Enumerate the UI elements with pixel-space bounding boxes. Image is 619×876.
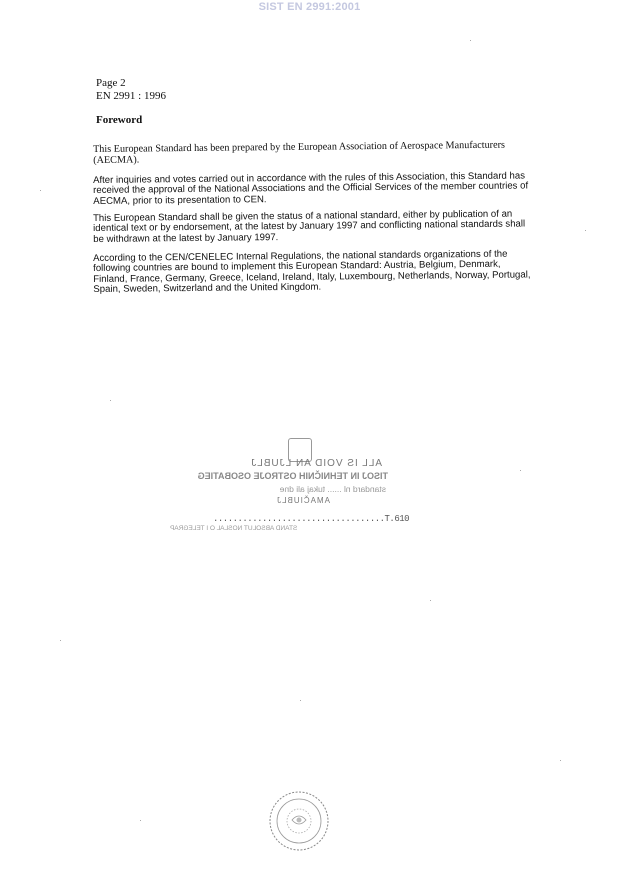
foreword-paragraph-3: This European Standard shall be given the status of a national standard, either by publication of an identical text or by endorsement, at the latest by January 1997 and conflicting national standards shall be withdrawn at the latest by January 1997. <box>92 208 526 245</box>
stamp-footer-text: STAND ABSOLUT NOSLAL O I TELEGRAP <box>170 525 298 532</box>
stamp-line-2: TISOJ IN TEHNIČNIH OSTROJE OSOBATIEG <box>197 471 388 481</box>
document-id: EN 2991 : 1996 <box>96 90 166 102</box>
stamp-line-3: standard nl ...... tukaj ali dne <box>279 484 386 494</box>
foreword-paragraph-2: After inquiries and votes carried out in accordance with the rules of this Association, this Standard has received the approval of the National Associations and the Official Services of the member countries of AECMA, prior to its presentation to CEN. <box>92 170 529 207</box>
stamp-line-1: ALL IS VOID AN LJUBLJ <box>250 458 382 469</box>
page-header <box>96 77 166 103</box>
foreword-heading: Foreword <box>96 114 143 126</box>
stamp-line-4: AMAČIUBLJ <box>276 496 330 505</box>
document-watermark: SIST EN 2991:2001 <box>258 1 361 13</box>
foreword-paragraph-1: This European Standard has been prepared by the European Association of Aerospace Manufacturers (AECMA). <box>93 139 505 166</box>
seal-icon <box>268 790 330 852</box>
foreword-paragraph-4: According to the CEN/CENELEC Internal Regulations, the national standards organizations of the following countries are bound to implement this European Standard: Austria, Belgium, Denmark, Finland, France, Germany, Greece, Iceland, Ireland, Italy, Luxembourg, Netherlands, Norway, Portugal, Spain, Sweden, Switzerland and the United Kingdom. <box>92 248 531 296</box>
page-number: Page 2 <box>96 77 126 89</box>
stamp-signature-line: ...................................T.610 <box>213 514 410 524</box>
